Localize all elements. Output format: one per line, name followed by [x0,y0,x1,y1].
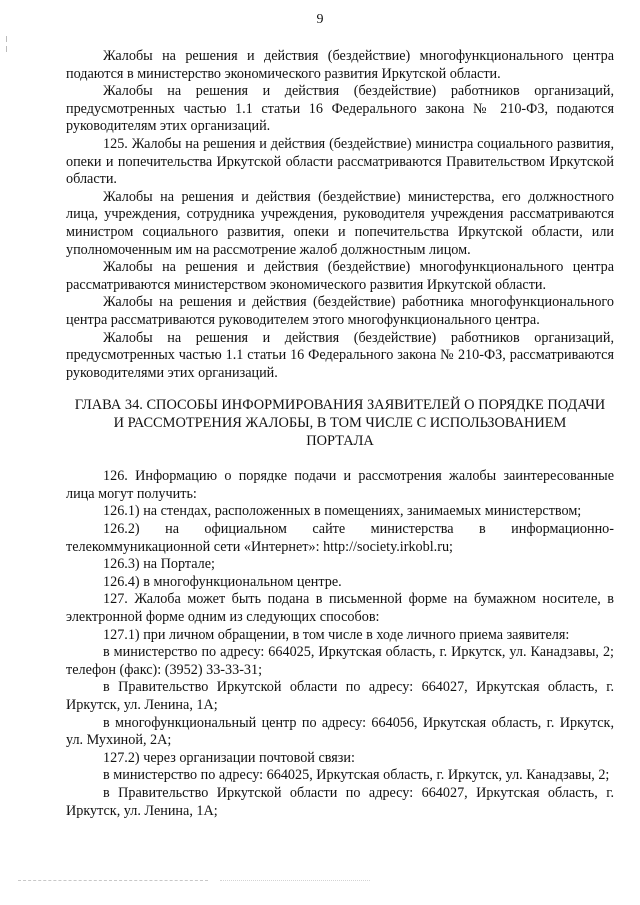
chapter-heading-line: И РАССМОТРЕНИЯ ЖАЛОБЫ, В ТОМ ЧИСЛЕ С ИСПОЛЬЗОВАНИЕМ [113,415,567,432]
paragraph: 126.4) в многофункциональном центре. [103,573,342,590]
paragraph: 126. Информацию о порядке подачи и рассмотрения жалобы заинтересованные лица могут получить: [66,468,614,502]
page-number: 9 [316,12,324,27]
paragraph: 127.1) при личном обращении, в том числе в ходе личного приема заявителя: [103,626,570,643]
paragraph: 125. Жалобы на решения и действия (бездействие) министра социального развития, опеки и попечительства Иркутской области рассматриваются Правительством Иркутской области. [66,135,614,188]
chapter-heading-line: ГЛАВА 34. СПОСОБЫ ИНФОРМИРОВАНИЯ ЗАЯВИТЕЛЕЙ О ПОРЯДКЕ ПОДАЧИ [74,397,606,414]
paragraph: Жалобы на решения и действия (бездействие) работника многофункционального центра рассматриваются руководителем этого многофункционального центра. [66,294,614,328]
chapter-heading-line: ПОРТАЛА [306,433,374,450]
paragraph: в Правительство Иркутской области по адресу: 664027, Иркутская область, г. Иркутск, ул. Ленина, 1А; [66,679,614,713]
paragraph: Жалобы на решения и действия (бездействие) министерства, его должностного лица, учреждения, сотрудника учреждения, руководителя учреждения рассматриваются министром социального развития, опеки и попечительства Иркутской области, или уполномоченным им на рассмотрение жалоб должностным лицом. [66,188,614,258]
footer-scan-line [220,880,370,881]
margin-mark [6,46,7,52]
paragraph: 127.2) через организации почтовой связи: [103,749,355,766]
footer-scan-line [18,880,208,881]
document-body [66,48,614,820]
paragraph: в Правительство Иркутской области по адресу: 664027, Иркутская область, г. Иркутск, ул. Ленина, 1А; [66,784,614,819]
paragraph: 126.3) на Портале; [103,556,215,573]
paragraph: Жалобы на решения и действия (бездействие) работников организаций, предусмотренных частью 1.1 статьи 16 Федерального закона № 210-ФЗ, рассматриваются руководителями этих организаций. [66,329,614,381]
paragraph: 126.2) на официальном сайте министерства в информационно-телекоммуникационной сети «Интернет»: http://society.irkobl.ru; [66,521,614,555]
paragraph: в многофункциональный центр по адресу: 664056, Иркутская область, г. Иркутск, ул. Мухиной, 2А; [66,714,614,749]
paragraph: 127. Жалоба может быть подана в письменной форме на бумажном носителе, в электронной форме одним из следующих способов: [66,591,614,626]
paragraph: Жалобы на решения и действия (бездействие) многофункционального центра рассматриваются министерством экономического развития Иркутской области. [66,259,614,293]
chapter-heading [66,396,614,450]
paragraph: в министерство по адресу: 664025, Иркутская область, г. Иркутск, ул. Канадзавы, 2; телефон (факс): (3952) 33-33-31; [66,644,614,678]
margin-mark [6,36,7,42]
paragraph: 126.1) на стендах, расположенных в помещениях, занимаемых министерством; [103,503,582,520]
paragraph: в министерство по адресу: 664025, Иркутская область, г. Иркутск, ул. Канадзавы, 2; [103,767,610,784]
paragraph: Жалобы на решения и действия (бездействие) многофункционального центра подаются в министерство экономического развития Иркутской области. [66,48,614,82]
paragraph: Жалобы на решения и действия (бездействие) работников организаций, предусмотренных частью 1.1 статьи 16 Федерального закона № 210-ФЗ, подаются руководителям этих организаций. [66,83,614,135]
